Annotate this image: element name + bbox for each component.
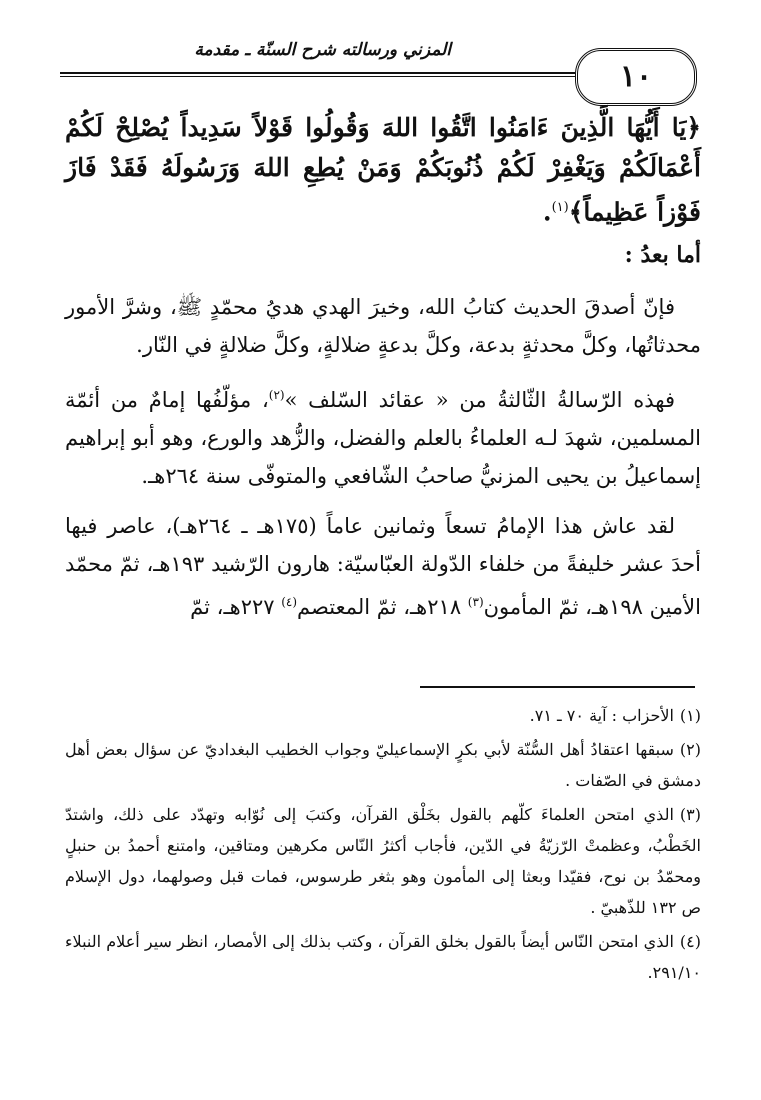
footnote-3 bbox=[65, 799, 701, 923]
paragraph-3-part-b: ٢١٨هـ، ثمّ المعتصم bbox=[297, 595, 468, 620]
paragraph-2-part-b: ، مؤلّفُها إمامٌ من أئمّة المسلمين، شهدَ لـه العلماءُ بالعلم والفضل، والزُّهد والورع، وهو أبو إبراهيم إسماعيلُ بن يحيى المزنيُّ صاحبُ الشّافعي والمتوفّى سنة ٢٦٤هـ. bbox=[65, 388, 701, 489]
footnote-text: الذي امتحن العلماءَ كلّهم بالقول بخَلْق القرآن، وكتبَ إلى نُوّابه وتهدّد على ذلك، واشتدّ الخَطْبُ، وعظمتْ الرّزيّةُ في الدّين، فأجاب أكثرُ النّاس مكرهين ومتاقين، وامتنع أحمدُ بن حنبلٍ ومحمّدُ بن نوح، فقيّدا وبعثا إلى المأمون وهو بثغر طرسوس، فمات قبل وصولهما، دول الإسلام ص ١٣٢ للذّهبيّ . bbox=[65, 805, 701, 917]
footnotes bbox=[65, 700, 701, 991]
footnote-number: (٤) bbox=[679, 932, 701, 951]
page-number: ١٠ bbox=[619, 59, 653, 94]
footnote-ref-2: (٢) bbox=[268, 388, 285, 403]
footnote-4 bbox=[65, 926, 701, 988]
main-text bbox=[65, 108, 701, 638]
paragraph-2 bbox=[65, 376, 701, 495]
footnote-text: سبقها اعتقادُ أهل السُّنّة لأبي بكرٍ الإسماعيليّ وجواب الخطيب البغداديّ عن سؤال بعض أهل دمشق في الصّفات . bbox=[65, 740, 701, 790]
section-heading: أما بعدُ : bbox=[624, 242, 701, 269]
verse-period: . bbox=[542, 197, 552, 227]
footnote-2 bbox=[65, 734, 701, 796]
footnote-ref-3: (٣) bbox=[467, 595, 484, 610]
footnote-number: (٢) bbox=[679, 740, 701, 759]
footnote-1 bbox=[65, 700, 701, 731]
footnote-ref-1: (١) bbox=[551, 200, 569, 215]
footnote-number: (١) bbox=[679, 706, 701, 725]
page-number-badge bbox=[575, 48, 697, 106]
quran-verse bbox=[65, 108, 701, 232]
verse-text: ﴿يَا أَيُّهَا الَّذِينَ ءَامَنُوا اتَّقُوا اللهَ وَقُولُوا قَوْلاً سَدِيداً يُصْلِحْ لَكُمْ أَعْمَالَكُمْ وَيَغْفِرْ لَكُمْ ذُنُوبَكُمْ وَمَنْ يُطِعِ اللهَ وَرَسُولَهُ فَقَدْ فَازَ فَوْزاً عَظِيماً﴾ bbox=[65, 113, 701, 227]
footnote-number: (٣) bbox=[679, 805, 701, 824]
header-rule-left-thin bbox=[60, 76, 575, 77]
paragraph-2-part-a: فهذه الرّسالةُ الثّالثةُ من « عقائد السّلف » bbox=[284, 388, 675, 413]
footnote-separator bbox=[420, 686, 695, 688]
paragraph-3 bbox=[65, 507, 701, 626]
footnote-text: الذي امتحن النّاس أيضاً بالقول بخلق القرآن ، وكتب بذلك إلى الأمصار، انظر سير أعلام النبلاء ٢٩١/١٠. bbox=[65, 932, 701, 982]
paragraph-3-part-c: ٢٢٧هـ، ثمّ bbox=[190, 595, 282, 620]
header-rule-left bbox=[60, 72, 575, 74]
footnote-ref-4: (٤) bbox=[281, 595, 298, 610]
paragraph-1: فإنّ أصدقَ الحديث كتابُ الله، وخيرَ الهدي هديُ محمّدٍ ﷺ، وشرَّ الأمور محدثاتُها، وكلَّ محدثةٍ بدعة، وكلَّ بدعةٍ ضلالةٍ، وكلَّ ضلالةٍ في النّار. bbox=[65, 295, 701, 358]
running-title: المزني ورسالته شرح السنّة ـ مقدمة bbox=[194, 40, 451, 60]
footnote-text: الأحزاب : آية ٧٠ ـ ٧١. bbox=[529, 706, 674, 725]
paragraph-3-part-a: لقد عاش هذا الإمامُ تسعاً وثمانين عاماً (١٧٥هـ ـ ٢٦٤هـ)، عاصر فيها أحدَ عشر خليفةً من خلفاء الدّولة العبّاسيّة: هارون الرّشيد ١٩٣هـ، ثمّ محمّد الأمين ١٩٨هـ، ثمّ المأمون bbox=[65, 514, 701, 620]
